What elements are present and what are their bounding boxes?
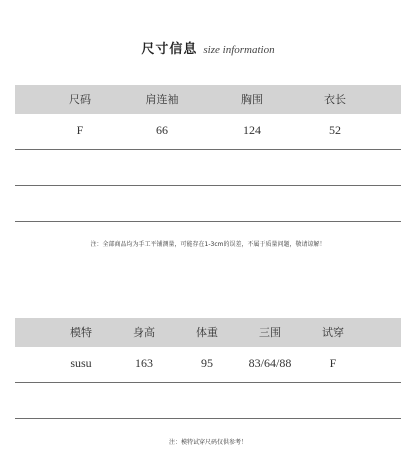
model-table [15, 318, 401, 419]
cell-height: 163 [135, 356, 153, 370]
header-size: 尺码 [69, 93, 91, 106]
table-row-empty [15, 186, 401, 222]
header-garment-length: 衣长 [324, 93, 346, 106]
cell-weight: 95 [201, 356, 213, 370]
model-note: 注：模特试穿尺码仅供参考！ [168, 439, 247, 446]
table-row-empty [15, 150, 401, 186]
table-row [15, 114, 401, 150]
header-measurements: 三围 [259, 326, 281, 339]
title-english: size information [203, 44, 275, 56]
header-height: 身高 [133, 326, 155, 339]
cell-size: F [76, 123, 84, 137]
header-model: 模特 [70, 326, 92, 339]
header-chest: 胸围 [241, 93, 263, 106]
size-table-header [15, 85, 401, 114]
cell-tried-size: F [329, 356, 337, 370]
section-title [0, 38, 416, 57]
size-table [15, 85, 401, 222]
title-chinese: 尺寸信息 [141, 42, 198, 57]
table-row [15, 347, 401, 383]
cell-model: susu [70, 356, 92, 370]
cell-chest: 124 [243, 123, 261, 137]
header-sleeve-length: 肩连袖 [145, 93, 179, 106]
header-tried-size: 试穿 [322, 326, 344, 339]
table-row-empty [15, 383, 401, 419]
header-weight: 体重 [196, 326, 218, 339]
cell-measurements: 83/64/88 [248, 356, 292, 370]
size-note: 注：全部商品均为手工平铺测量，可能存在1-3cm的误差，不属于质量问题，敬请谅解！ [90, 241, 326, 248]
model-table-header [15, 318, 401, 347]
cell-sleeve-length: 66 [156, 123, 168, 137]
cell-garment-length: 52 [329, 123, 341, 137]
